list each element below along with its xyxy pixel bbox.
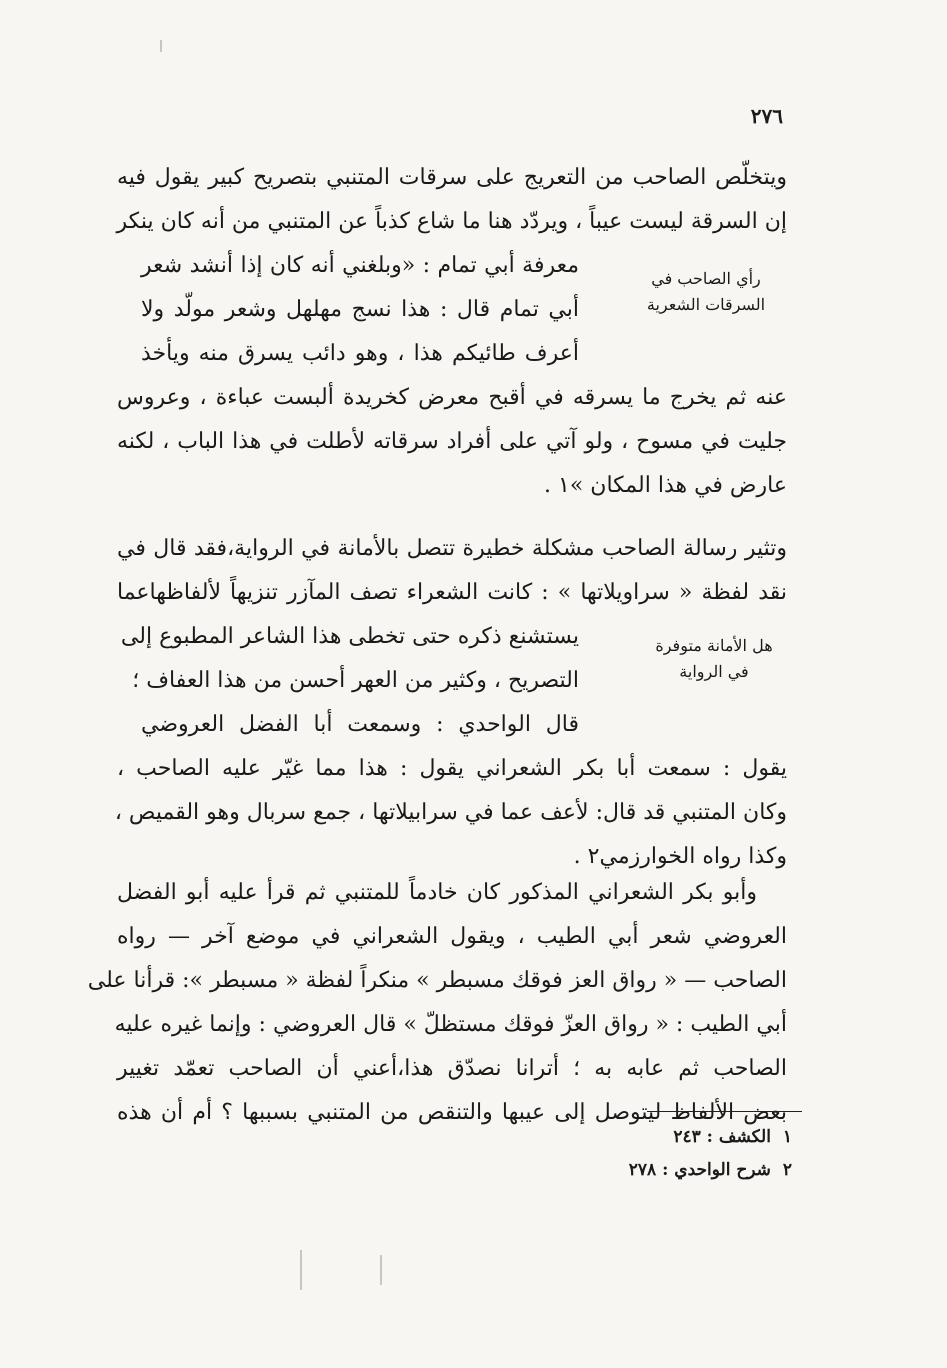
marginal-note-line: رأي الصاحب في <box>651 269 761 288</box>
footnote <box>392 1156 792 1184</box>
footnote-number: ٢ <box>782 1160 792 1180</box>
text-line: العروضي شعر أبي الطيب ، ويقول الشعراني في موضع آخر — رواه <box>117 924 787 949</box>
marginal-note-line: السرقات الشعرية <box>646 295 766 314</box>
text-line: عنه ثم يخرج ما يسرقه في أقبح معرض كخريدة ألبست عباءة ، وعروس <box>117 385 787 410</box>
text-line: الصاحب ثم عابه به ؛ أترانا نصدّق هذا،أعني أن الصاحب تعمّد تغيير <box>117 1056 787 1081</box>
text-line: إن السرقة ليست عيباً ، ويردّد هنا ما شاع كذباً عن المتنبي من أنه كان ينكر <box>116 209 787 234</box>
marginal-note-line: في الرواية <box>679 662 749 681</box>
scan-artifact <box>380 1255 382 1285</box>
footnote-number: ١ <box>782 1127 792 1147</box>
text-line: يستشنع ذكره حتى تخطى هذا الشاعر المطبوع إلى <box>120 624 579 649</box>
text-line: نقد لفظة « سراويلاتها » : كانت الشعراء تصف المآزر تنزيهاً لألفاظهاعما <box>117 580 787 605</box>
footnote-separator <box>647 1111 802 1112</box>
text-line: ويتخلّص الصاحب من التعريج على سرقات المتنبي بتصريح كبير يقول فيه <box>117 165 787 190</box>
marginal-note <box>639 633 789 685</box>
footnote-text: الكشف : ٢٤٣ <box>673 1127 771 1147</box>
footnote-text: شرح الواحدي : ٢٧٨ <box>628 1160 771 1180</box>
text-line: أعرف طائيكم هذا ، وهو دائب يسرق منه ويأخذ <box>141 341 579 366</box>
text-line: عارض في هذا المكان »١ . <box>544 473 787 498</box>
text-line: وكذا رواه الخوارزمي٢ . <box>573 844 787 869</box>
text-line: وأبو بكر الشعراني المذكور كان خادماً للمتنبي ثم قرأ عليه أبو الفضل <box>117 880 757 905</box>
text-line: وتثير رسالة الصاحب مشكلة خطيرة تتصل بالأمانة في الرواية،فقد قال في <box>117 536 787 561</box>
text-line: قال الواحدي : وسمعت أبا الفضل العروضي <box>141 712 579 737</box>
text-line: التصريح ، وكثير من العهر أحسن من هذا العفاف ؛ <box>132 668 579 693</box>
marginal-note <box>631 266 781 318</box>
footnote <box>392 1123 792 1151</box>
text-line: جليت في مسوح ، ولو آتي على أفراد سرقاته لأطلت في هذا الباب ، لكنه <box>117 429 787 454</box>
scan-artifact <box>160 40 162 52</box>
scan-artifact <box>300 1250 302 1290</box>
text-line: يقول : سمعت أبا بكر الشعراني يقول : هذا مما غيّر عليه الصاحب ، <box>117 756 787 781</box>
marginal-note-line: هل الأمانة متوفرة <box>655 636 773 655</box>
text-line: أبي الطيب : « رواق العزّ فوقك مستظلّ » قال العروضي : وإنما غيره عليه <box>114 1012 787 1037</box>
text-line: أبي تمام قال : هذا نسج مهلهل وشعر مولّد ولا <box>141 297 579 322</box>
text-line: وكان المتنبي قد قال: لأعف عما في سرابيلاتها ، جمع سربال وهو القميص ، <box>114 800 787 825</box>
text-line: بعض الألفاظ ليتوصل إلى عيبها والتنقص من المتنبي بسببها ؟ أم أن هذه <box>117 1100 787 1125</box>
page-number: ٢٧٦ <box>750 104 783 128</box>
text-line: الصاحب — « رواق العز فوقك مسبطر » منكراً لفظة « مسبطر »: قرأنا على <box>87 968 787 993</box>
text-line: معرفة أبي تمام : «وبلغني أنه كان إذا أنشد شعر <box>141 253 579 278</box>
